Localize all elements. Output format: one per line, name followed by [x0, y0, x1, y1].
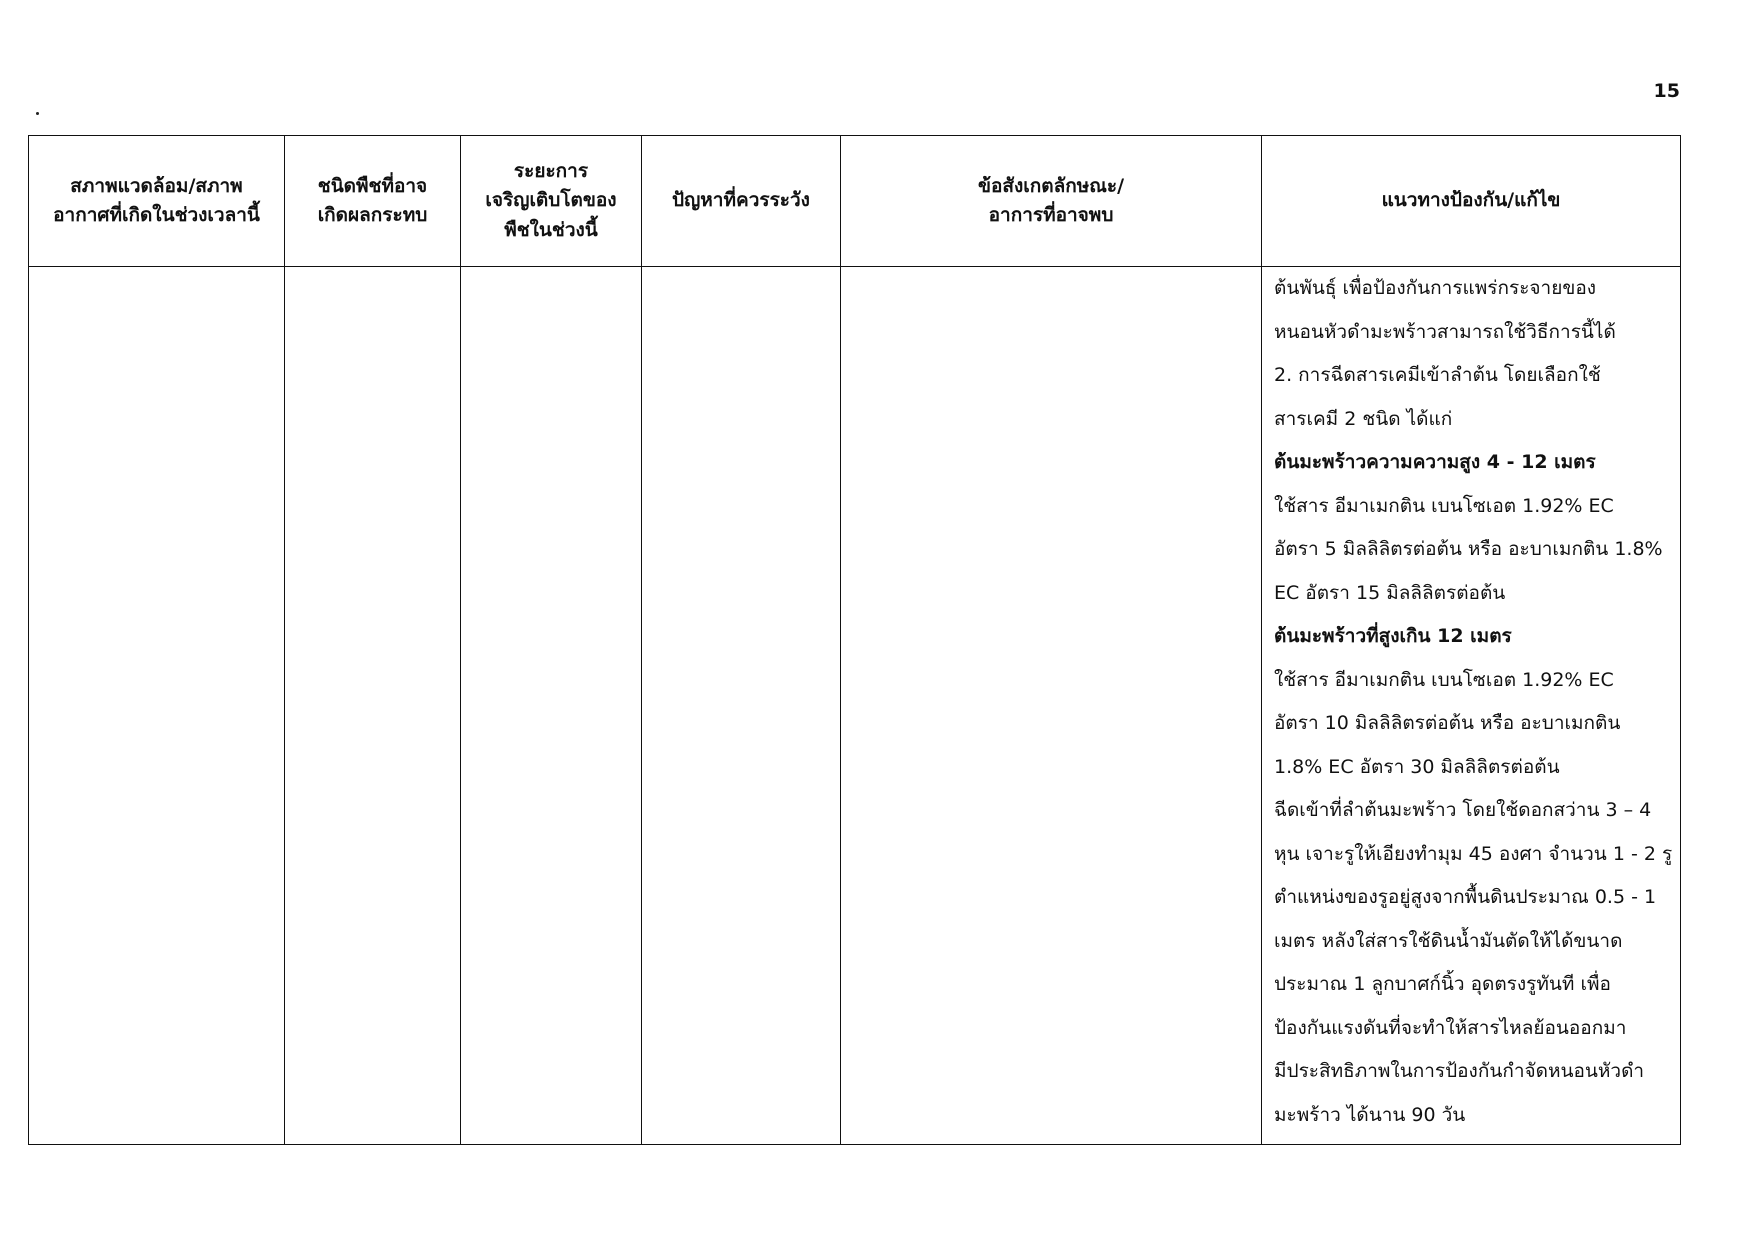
prevention-subheading: ต้นมะพร้าวความความสูง 4 - 12 เมตร	[1274, 451, 1596, 473]
prevention-line: อัตรา 5 มิลลิลิตรต่อต้น หรือ อะบาเมกติน 1.8%	[1274, 538, 1663, 560]
cell-affected-crop	[285, 267, 461, 1145]
header-text: เกิดผลกระทบ	[317, 204, 428, 226]
header-row	[29, 136, 1681, 267]
header-text: อากาศที่เกิดในช่วงเวลานี้	[53, 204, 260, 226]
header-affected-crop	[285, 136, 461, 267]
prevention-line: ประมาณ 1 ลูกบาศก์นิ้ว อุดตรงรูทันที เพื่อ	[1274, 973, 1611, 995]
prevention-line: มะพร้าว ได้นาน 90 วัน	[1274, 1103, 1466, 1126]
header-text: เจริญเติบโตของ	[485, 189, 617, 212]
prevention-line: เมตร หลังใส่สารใช้ดินน้ำมันตัดให้ได้ขนาด	[1274, 929, 1623, 952]
page-number: 15	[1653, 80, 1680, 102]
prevention-line: ใช้สาร อีมาเมกติน เบนโซเอต 1.92% EC	[1274, 668, 1614, 691]
header-environment	[29, 136, 285, 267]
cell-prevention	[1262, 267, 1681, 1145]
prevention-line: ต้นพันธุ์ เพื่อป้องกันการแพร่กระจายของ	[1274, 277, 1597, 299]
prevention-line: ใช้สาร อีมาเมกติน เบนโซเอต 1.92% EC	[1274, 494, 1614, 517]
prevention-line: EC อัตรา 15 มิลลิลิตรต่อต้น	[1274, 581, 1506, 604]
cell-symptoms	[841, 267, 1262, 1145]
prevention-line: ป้องกันแรงดันที่จะทำให้สารไหลย้อนออกมา	[1274, 1016, 1627, 1039]
header-text: อาการที่อาจพบ	[988, 204, 1114, 226]
scan-speck	[36, 112, 39, 115]
header-text: สภาพแวดล้อม/สภาพ	[70, 174, 243, 197]
header-symptoms	[841, 136, 1262, 267]
header-text: แนวทางป้องกัน/แก้ไข	[1381, 189, 1561, 212]
prevention-line: มีประสิทธิภาพในการป้องกันกำจัดหนอนหัวดำ	[1274, 1060, 1645, 1082]
header-text: ระยะการ	[513, 159, 589, 182]
header-text: ชนิดพืชที่อาจ	[317, 174, 428, 197]
prevention-text	[1262, 267, 1680, 1137]
prevention-line: 1.8% EC อัตรา 30 มิลลิลิตรต่อต้น	[1274, 755, 1560, 778]
header-growth-stage	[461, 136, 642, 267]
prevention-line: อัตรา 10 มิลลิลิตรต่อต้น หรือ อะบาเมกติน	[1274, 712, 1621, 734]
table-row	[29, 267, 1681, 1145]
header-text: ปัญหาที่ควรระวัง	[672, 189, 810, 212]
prevention-line: สารเคมี 2 ชนิด ได้แก่	[1274, 407, 1453, 430]
cell-problems	[642, 267, 841, 1145]
prevention-line: ตำแหน่งของรูอยู่สูงจากพื้นดินประมาณ 0.5 - 1	[1274, 886, 1657, 908]
prevention-line: หนอนหัวดำมะพร้าวสามารถใช้วิธีการนี้ได้	[1274, 320, 1616, 343]
cell-growth-stage	[461, 267, 642, 1145]
prevention-line: หุน เจาะรูให้เอียงทำมุม 45 องศา จำนวน 1 - 2 รู	[1274, 842, 1673, 865]
advisory-table	[28, 135, 1681, 1145]
header-text: ข้อสังเกตลักษณะ/	[977, 174, 1125, 197]
cell-environment	[29, 267, 285, 1145]
prevention-line: 2. การฉีดสารเคมีเข้าลำต้น โดยเลือกใช้	[1274, 364, 1601, 386]
prevention-subheading: ต้นมะพร้าวที่สูงเกิน 12 เมตร	[1274, 625, 1512, 647]
header-prevention	[1262, 136, 1681, 267]
header-text: พืชในช่วงนี้	[504, 218, 598, 241]
header-problems	[642, 136, 841, 267]
prevention-line: ฉีดเข้าที่ลำต้นมะพร้าว โดยใช้ดอกสว่าน 3 – 4	[1274, 799, 1652, 821]
